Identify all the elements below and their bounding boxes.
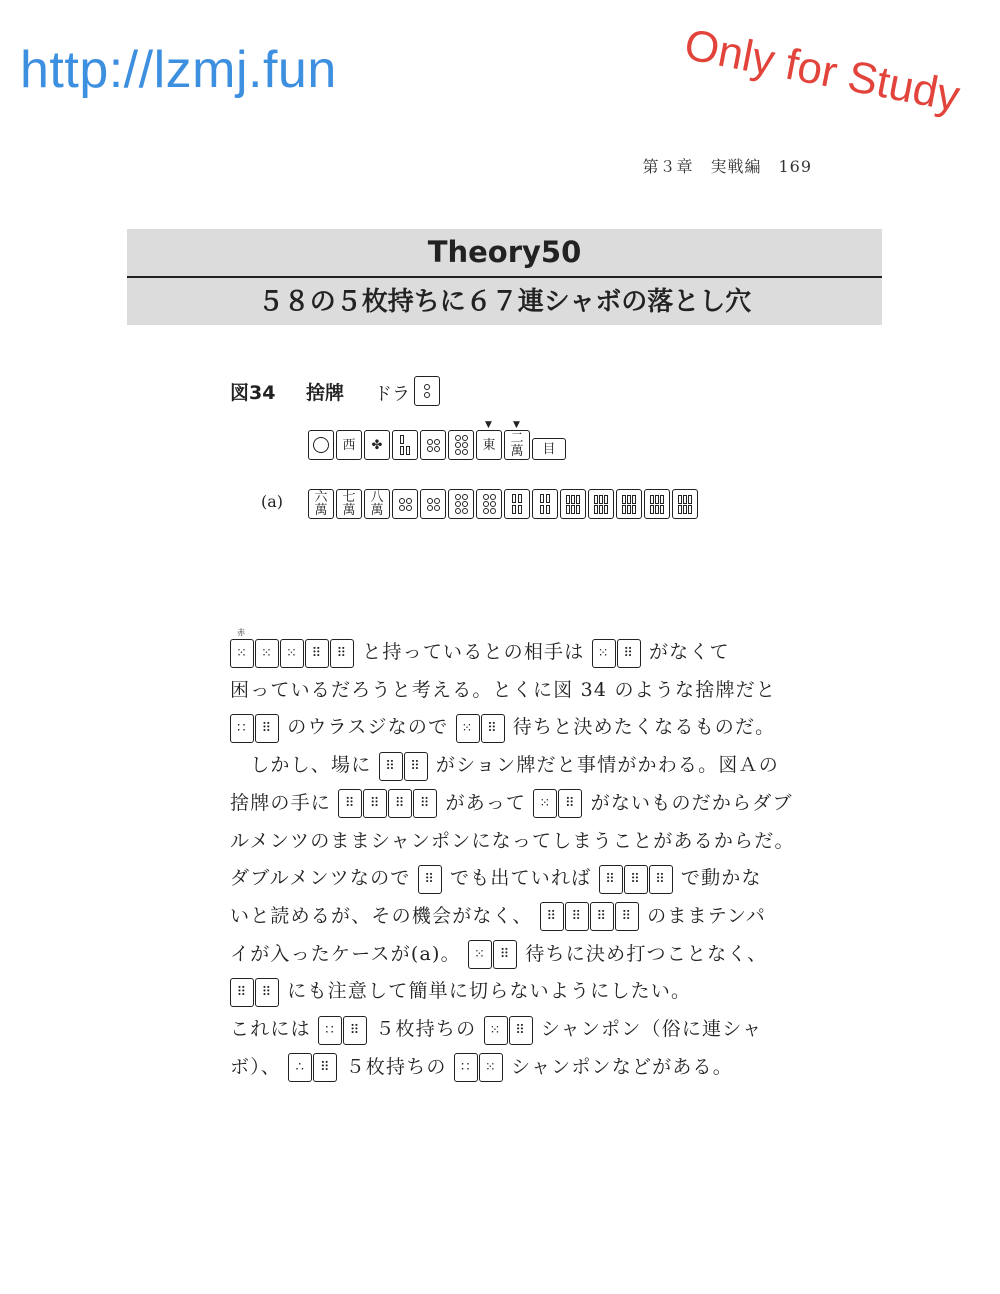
inline-tile: ∴	[288, 1053, 312, 1082]
body-segment: イが入ったケースが(a)。	[230, 942, 461, 965]
inline-tile: ⁙	[484, 1016, 508, 1045]
body-text	[230, 627, 815, 1086]
dora-tile-row	[414, 376, 442, 406]
inline-tile: ⠿	[330, 639, 354, 668]
inline-tile: ⁙	[533, 789, 557, 818]
inline-tile: ⠿	[599, 865, 623, 894]
hand-label: (a)	[261, 492, 284, 511]
body-line	[230, 672, 815, 710]
inline-tile: ⠿	[624, 865, 648, 894]
inline-tile: ⠿	[413, 789, 437, 818]
inline-tile: ⠿	[493, 940, 517, 969]
discard-tile: ▼ 東	[476, 430, 502, 460]
body-line	[230, 627, 815, 672]
inline-tile: ⠿	[255, 714, 279, 743]
discard-tile	[448, 430, 474, 460]
body-segment: ダブルメンツなので	[230, 867, 411, 890]
hand-tile	[504, 489, 530, 519]
inline-tile: ⠿	[338, 789, 362, 818]
inline-tile: ⠿	[590, 902, 614, 931]
inline-tiles	[288, 1053, 338, 1082]
watermark-url: http://lzmj.fun	[20, 41, 337, 99]
inline-tiles	[456, 714, 506, 743]
inline-tile: ⠿	[388, 789, 412, 818]
theory-subtitle: ５８の５枚持ちに６７連シャボの落とし穴	[257, 287, 752, 317]
inline-tiles	[318, 1016, 368, 1045]
discard-tile: ▼ 二 萬	[504, 430, 530, 460]
hand-tile	[420, 489, 446, 519]
inline-tile: ⠿	[617, 639, 641, 668]
inline-tile: ⠿	[649, 865, 673, 894]
inline-tiles	[592, 639, 642, 668]
discard-tile	[420, 430, 446, 460]
inline-tile: ⠿	[418, 865, 442, 894]
theory-title: Theory50	[427, 235, 582, 269]
title-divider	[127, 276, 882, 278]
hand-tile: 七 萬	[336, 489, 362, 519]
hand-tile	[448, 489, 474, 519]
body-segment: と持っているとの相手は	[362, 641, 585, 663]
inline-tile: 赤 ⁙	[230, 639, 254, 668]
inline-tile: ⁙	[456, 714, 480, 743]
body-segment: のままテンパ	[647, 904, 767, 927]
body-segment: がション牌だと事情がかわる。図Ａの	[435, 754, 779, 777]
inline-tile: ⠿	[615, 902, 639, 931]
body-line	[230, 860, 815, 898]
body-line	[230, 898, 815, 936]
discard-tile	[392, 430, 418, 460]
inline-tiles	[230, 627, 355, 668]
inline-tile: ⠿	[404, 752, 428, 781]
inline-tile: ∷	[454, 1053, 478, 1082]
discard-tile: 西	[336, 430, 362, 460]
hand-tile: 六 萬	[308, 489, 334, 519]
inline-tile: ⁙	[255, 639, 279, 668]
body-segment: しかし、場に	[250, 754, 372, 777]
body-line	[230, 936, 815, 974]
inline-tile: ⁙	[592, 639, 616, 668]
body-segment: いと読めるが、その機会がなく、	[230, 904, 533, 927]
body-line	[230, 785, 815, 823]
inline-tiles	[379, 752, 429, 781]
inline-tile: ⠿	[558, 789, 582, 818]
aka-label: 赤	[237, 627, 247, 637]
body-segment: ５枚持ちの	[345, 1055, 447, 1078]
inline-tile: ⁙	[479, 1053, 503, 1082]
hand-tile	[644, 489, 670, 519]
inline-tile: ⠿	[565, 902, 589, 931]
body-segment: ボ）、	[230, 1055, 282, 1078]
inline-tile: ⁙	[280, 639, 304, 668]
inline-tiles	[484, 1016, 534, 1045]
title-box	[127, 229, 882, 325]
body-segment: シャンポン（俗に連シャ	[540, 1018, 763, 1041]
inline-tile: ⠿	[379, 752, 403, 781]
body-segment: シャンポンなどがある。	[511, 1055, 733, 1078]
hand-tile: 八 萬	[364, 489, 390, 519]
body-line	[230, 823, 815, 861]
figure-label: 図34	[230, 382, 276, 404]
hand-tile	[672, 489, 698, 519]
body-segment: 捨牌の手に	[230, 791, 332, 814]
body-line	[230, 1049, 815, 1087]
inline-tile: ∷	[318, 1016, 342, 1045]
body-line	[230, 1011, 815, 1049]
inline-tiles	[599, 865, 674, 894]
dora-tile	[414, 376, 440, 406]
hand-tile	[616, 489, 642, 519]
body-segment: がないものだからダブ	[590, 791, 793, 814]
body-line	[230, 973, 815, 1011]
hand-tile	[532, 489, 558, 519]
marker-icon: ▼	[513, 420, 520, 430]
body-segment: があって	[445, 791, 527, 814]
inline-tile: ⠿	[509, 1016, 533, 1045]
body-segment: のウラスジなので	[287, 716, 449, 739]
body-segment: ５枚持ちの	[375, 1018, 477, 1041]
inline-tiles	[454, 1053, 504, 1082]
body-segment: 待ちと決めたくなるものだ。	[512, 716, 776, 739]
inline-tiles	[230, 714, 280, 743]
body-segment: がなくて	[648, 641, 730, 663]
inline-tile: ⠿	[540, 902, 564, 931]
body-segment: でも出ていれば	[449, 867, 592, 890]
hand-row	[308, 489, 700, 519]
body-line	[230, 747, 815, 785]
body-segment: これには	[230, 1018, 311, 1041]
inline-tile: ⁙	[468, 940, 492, 969]
hand-tile	[476, 489, 502, 519]
body-segment: 待ちに決め打つことなく、	[525, 942, 768, 965]
inline-tile: ⠿	[230, 978, 254, 1007]
discard-tile	[308, 430, 334, 460]
body-segment: にも注意して簡単に切らないようにしたい。	[287, 980, 692, 1003]
discard-row	[308, 420, 568, 460]
watermark-note: Only for Study	[680, 20, 964, 122]
inline-tiles	[540, 902, 640, 931]
body-segment: 困っているだろうと考える。とくに図 34 のような捨牌だと	[230, 678, 777, 701]
inline-tile: ∷	[230, 714, 254, 743]
inline-tiles	[230, 978, 280, 1007]
page-header: 第３章 実戦編 169	[642, 157, 812, 176]
hand-tile	[392, 489, 418, 519]
figure-sub: 捨牌	[306, 382, 345, 404]
hand-tile	[588, 489, 614, 519]
hand-tile	[560, 489, 586, 519]
inline-tile: ⠿	[313, 1053, 337, 1082]
body-line	[230, 709, 815, 747]
inline-tiles	[533, 789, 583, 818]
inline-tiles	[338, 789, 438, 818]
inline-tile: ⠿	[305, 639, 329, 668]
inline-tile: ⠿	[255, 978, 279, 1007]
inline-tiles	[468, 940, 518, 969]
inline-tiles	[418, 865, 443, 894]
inline-tile: ⠿	[481, 714, 505, 743]
discard-tile-sideways: 目	[532, 438, 566, 460]
body-segment: ルメンツのままシャンポンになってしまうことがあるからだ。	[230, 829, 795, 852]
inline-tile: ⠿	[363, 789, 387, 818]
dora-label: ドラ	[374, 384, 410, 405]
discard-tile: ✤	[364, 430, 390, 460]
marker-icon: ▼	[485, 420, 492, 430]
body-segment: で動かな	[680, 867, 762, 890]
inline-tile: ⠿	[343, 1016, 367, 1045]
